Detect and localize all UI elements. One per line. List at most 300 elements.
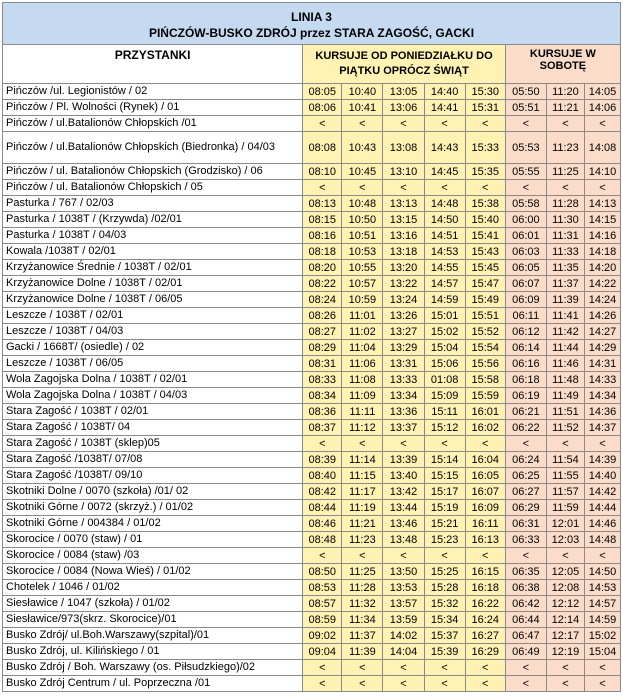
weekday-time: 16:24 — [465, 612, 505, 628]
weekday-time: 08:10 — [303, 164, 342, 180]
table-row — [3, 244, 621, 260]
stop-name: Busko Zdrój Centrum / ul. Poprzeczna /01 — [3, 676, 303, 692]
table-row — [3, 500, 621, 516]
weekday-time: 11:17 — [342, 484, 383, 500]
weekday-time: 15:38 — [465, 196, 505, 212]
saturday-time: < — [584, 116, 620, 132]
saturday-time: 06:18 — [505, 372, 546, 388]
saturday-time: 06:49 — [505, 644, 546, 660]
weekday-time: 08:05 — [303, 84, 342, 100]
saturday-time: 14:57 — [584, 596, 620, 612]
saturday-time: 06:38 — [505, 580, 546, 596]
timetable-body — [3, 84, 621, 692]
weekday-time: 11:15 — [342, 468, 383, 484]
weekday-time: 11:09 — [342, 388, 383, 404]
weekday-time: 15:32 — [424, 596, 465, 612]
weekday-time: < — [383, 180, 424, 196]
saturday-time: 05:50 — [505, 84, 546, 100]
saturday-time: 14:31 — [584, 356, 620, 372]
route-name: PIŃCZÓW-BUSKO ZDRÓJ przez STARA ZAGOŚĆ, GACKI — [148, 26, 475, 40]
saturday-time: 06:44 — [505, 612, 546, 628]
weekday-time: 14:04 — [383, 644, 424, 660]
table-row — [3, 596, 621, 612]
saturday-time: < — [546, 676, 584, 692]
saturday-time: 12:03 — [546, 532, 584, 548]
saturday-time: 14:46 — [584, 516, 620, 532]
weekday-time: < — [424, 548, 465, 564]
weekday-time: 14:51 — [424, 228, 465, 244]
stop-name: Gacki / 1668T/ (osiedle) / 02 — [3, 340, 303, 356]
weekday-time: 16:13 — [465, 532, 505, 548]
weekday-time: 15:52 — [465, 324, 505, 340]
weekday-time: 16:11 — [465, 516, 505, 532]
weekday-time: 15:35 — [465, 164, 505, 180]
weekday-time: 13:08 — [383, 132, 424, 164]
weekday-time: 13:50 — [383, 564, 424, 580]
weekday-time: 08:27 — [303, 324, 342, 340]
saturday-time: 14:13 — [584, 196, 620, 212]
saturday-time: < — [505, 180, 546, 196]
weekday-time: 15:34 — [424, 612, 465, 628]
weekday-time: 15:33 — [465, 132, 505, 164]
weekday-time: < — [465, 548, 505, 564]
weekday-time: 15:15 — [424, 468, 465, 484]
weekday-time: < — [303, 116, 342, 132]
saturday-time: < — [505, 660, 546, 676]
weekday-time: 10:51 — [342, 228, 383, 244]
saturday-time: 06:11 — [505, 308, 546, 324]
table-row — [3, 484, 621, 500]
weekday-time: < — [465, 436, 505, 452]
weekday-time: < — [465, 676, 505, 692]
stop-name: Pasturka / 1038T / 04/03 — [3, 228, 303, 244]
weekday-time: 08:36 — [303, 404, 342, 420]
weekday-time: 11:25 — [342, 564, 383, 580]
weekday-time: 13:34 — [383, 388, 424, 404]
saturday-time: 14:27 — [584, 324, 620, 340]
timetable-title — [3, 3, 621, 45]
weekday-time: 16:15 — [465, 564, 505, 580]
weekday-time: < — [342, 660, 383, 676]
table-row — [3, 388, 621, 404]
saturday-time: 11:31 — [546, 228, 584, 244]
weekday-time: 11:39 — [342, 644, 383, 660]
weekday-time: 15:56 — [465, 356, 505, 372]
table-row — [3, 436, 621, 452]
weekday-time: 13:59 — [383, 612, 424, 628]
weekday-time: 13:20 — [383, 260, 424, 276]
saturday-time: < — [546, 116, 584, 132]
saturday-time: 11:49 — [546, 388, 584, 404]
weekday-time: 08:29 — [303, 340, 342, 356]
saturday-time: 06:14 — [505, 340, 546, 356]
saturday-time: 06:24 — [505, 452, 546, 468]
weekday-time: 11:01 — [342, 308, 383, 324]
table-row — [3, 276, 621, 292]
weekday-time: < — [342, 676, 383, 692]
stop-name: Chotelek / 1046 / 01/02 — [3, 580, 303, 596]
saturday-time: 14:44 — [584, 500, 620, 516]
saturday-time: 14:08 — [584, 132, 620, 164]
weekday-time: < — [383, 676, 424, 692]
weekday-time: 08:53 — [303, 580, 342, 596]
weekday-time: < — [424, 660, 465, 676]
saturday-time: < — [584, 548, 620, 564]
stop-name: Siesławice / 1047 (szkoła) / 01/02 — [3, 596, 303, 612]
stop-name: Stara Zagość / 1038T/ 04 — [3, 420, 303, 436]
weekday-time: 15:40 — [465, 212, 505, 228]
saturday-time: 12:17 — [546, 628, 584, 644]
table-row — [3, 564, 621, 580]
saturday-time: 06:03 — [505, 244, 546, 260]
saturday-time: 06:27 — [505, 484, 546, 500]
table-row — [3, 116, 621, 132]
weekday-time: 10:57 — [342, 276, 383, 292]
weekday-time: 08:40 — [303, 468, 342, 484]
saturday-time: < — [546, 660, 584, 676]
saturday-time: 06:12 — [505, 324, 546, 340]
table-row — [3, 548, 621, 564]
weekday-time: 15:01 — [424, 308, 465, 324]
stop-name: Leszcze / 1038T / 04/03 — [3, 324, 303, 340]
weekday-time: 10:41 — [342, 100, 383, 116]
weekday-time: 14:02 — [383, 628, 424, 644]
weekday-time: < — [383, 116, 424, 132]
weekday-time: 11:21 — [342, 516, 383, 532]
saturday-time: 12:01 — [546, 516, 584, 532]
saturday-time: < — [505, 548, 546, 564]
weekday-time: < — [465, 180, 505, 196]
weekday-time: 08:33 — [303, 372, 342, 388]
saturday-time: 11:42 — [546, 324, 584, 340]
saturday-time: < — [505, 116, 546, 132]
weekday-time: 15:59 — [465, 388, 505, 404]
stop-name: Krzyżanowice Dolne / 1038T / 06/05 — [3, 292, 303, 308]
weekday-time: 10:40 — [342, 84, 383, 100]
weekday-time: 10:55 — [342, 260, 383, 276]
weekday-time: 15:11 — [424, 404, 465, 420]
weekday-time: 13:24 — [383, 292, 424, 308]
weekday-time: < — [383, 436, 424, 452]
weekday-time: 10:48 — [342, 196, 383, 212]
saturday-time: < — [505, 436, 546, 452]
saturday-time: 11:52 — [546, 420, 584, 436]
stop-name: Pińczów / Pl. Wolności (Rynek) / 01 — [3, 100, 303, 116]
weekday-time: 13:46 — [383, 516, 424, 532]
weekday-time: 11:04 — [342, 340, 383, 356]
weekday-header: KURSUJE OD PONIEDZIAŁKU DO PIĄTKU OPRÓCZ ŚWIĄT — [303, 45, 506, 84]
stop-name: Pińczów / ul. Batalionów Chłopskich / 05 — [3, 180, 303, 196]
weekday-time: 10:43 — [342, 132, 383, 164]
weekday-time: 13:48 — [383, 532, 424, 548]
saturday-time: 11:28 — [546, 196, 584, 212]
weekday-time: 13:29 — [383, 340, 424, 356]
weekday-time: 13:44 — [383, 500, 424, 516]
weekday-time: 15:23 — [424, 532, 465, 548]
weekday-time: 15:17 — [424, 484, 465, 500]
weekday-time: 08:37 — [303, 420, 342, 436]
weekday-time: 15:51 — [465, 308, 505, 324]
weekday-time: 11:32 — [342, 596, 383, 612]
weekday-time: < — [303, 660, 342, 676]
weekday-time: 08:34 — [303, 388, 342, 404]
weekday-time: 16:04 — [465, 452, 505, 468]
stop-name: Skorocice / 0070 (staw) / 01 — [3, 532, 303, 548]
saturday-time: 06:01 — [505, 228, 546, 244]
saturday-time: 11:20 — [546, 84, 584, 100]
saturday-time: 06:00 — [505, 212, 546, 228]
table-row — [3, 212, 621, 228]
timetable — [2, 2, 621, 692]
saturday-time: < — [584, 660, 620, 676]
weekday-time: < — [342, 436, 383, 452]
saturday-time: 11:21 — [546, 100, 584, 116]
saturday-time: 14:39 — [584, 452, 620, 468]
weekday-time: 14:59 — [424, 292, 465, 308]
table-row — [3, 308, 621, 324]
saturday-time: 11:37 — [546, 276, 584, 292]
table-row — [3, 356, 621, 372]
weekday-time: 16:18 — [465, 580, 505, 596]
stop-name: Leszcze / 1038T / 02/01 — [3, 308, 303, 324]
weekday-time: 13:26 — [383, 308, 424, 324]
weekday-time: 13:16 — [383, 228, 424, 244]
weekday-time: 13:42 — [383, 484, 424, 500]
weekday-time: < — [424, 436, 465, 452]
saturday-time: 11:25 — [546, 164, 584, 180]
saturday-time: 11:35 — [546, 260, 584, 276]
weekday-time: 15:43 — [465, 244, 505, 260]
weekday-time: 11:28 — [342, 580, 383, 596]
saturday-time: 12:05 — [546, 564, 584, 580]
stop-name: Pasturka / 767 / 02/03 — [3, 196, 303, 212]
saturday-time: 11:57 — [546, 484, 584, 500]
table-row — [3, 84, 621, 100]
saturday-time: 06:05 — [505, 260, 546, 276]
saturday-time: 11:48 — [546, 372, 584, 388]
saturday-time: 11:41 — [546, 308, 584, 324]
weekday-time: 14:43 — [424, 132, 465, 164]
table-row — [3, 644, 621, 660]
weekday-time: 10:45 — [342, 164, 383, 180]
weekday-time: 11:11 — [342, 404, 383, 420]
weekday-time: 11:12 — [342, 420, 383, 436]
saturday-time: 06:33 — [505, 532, 546, 548]
weekday-time: 16:22 — [465, 596, 505, 612]
weekday-time: 13:36 — [383, 404, 424, 420]
weekday-time: 15:47 — [465, 276, 505, 292]
weekday-time: 16:27 — [465, 628, 505, 644]
weekday-time: 10:59 — [342, 292, 383, 308]
saturday-time: 12:14 — [546, 612, 584, 628]
saturday-time: 14:40 — [584, 468, 620, 484]
saturday-time: 06:22 — [505, 420, 546, 436]
weekday-time: 08:22 — [303, 276, 342, 292]
stops-header: PRZYSTANKI — [3, 45, 303, 84]
weekday-time: 08:06 — [303, 100, 342, 116]
saturday-time: 14:48 — [584, 532, 620, 548]
saturday-time: 06:09 — [505, 292, 546, 308]
table-row — [3, 260, 621, 276]
stop-name: Stara Zagość / 1038T (sklep)05 — [3, 436, 303, 452]
weekday-time: 13:31 — [383, 356, 424, 372]
timetable-container — [2, 2, 621, 692]
saturday-time: < — [584, 436, 620, 452]
saturday-time: 06:35 — [505, 564, 546, 580]
saturday-time: 11:54 — [546, 452, 584, 468]
weekday-time: 10:53 — [342, 244, 383, 260]
table-row — [3, 164, 621, 180]
weekday-time: 16:07 — [465, 484, 505, 500]
weekday-time: 14:55 — [424, 260, 465, 276]
saturday-time: 11:51 — [546, 404, 584, 420]
weekday-time: 15:39 — [424, 644, 465, 660]
saturday-time: 06:29 — [505, 500, 546, 516]
stop-name: Busko Zdrój / Boh. Warszawy (os. Piłsudzkiego)/02 — [3, 660, 303, 676]
saturday-time: 15:04 — [584, 644, 620, 660]
saturday-time: 14:20 — [584, 260, 620, 276]
stop-name: Pasturka / 1038T / (Krzywda) /02/01 — [3, 212, 303, 228]
table-row — [3, 372, 621, 388]
saturday-time: 06:42 — [505, 596, 546, 612]
stop-name: Skotniki Górne / 0072 (skrzyż.) / 01/02 — [3, 500, 303, 516]
weekday-time: 15:19 — [424, 500, 465, 516]
weekday-time: 15:30 — [465, 84, 505, 100]
table-row — [3, 292, 621, 308]
stop-name: Stara Zagość / 1038T / 02/01 — [3, 404, 303, 420]
saturday-time: < — [584, 676, 620, 692]
table-row — [3, 100, 621, 116]
weekday-time: 13:27 — [383, 324, 424, 340]
weekday-time: 08:31 — [303, 356, 342, 372]
saturday-time: 11:44 — [546, 340, 584, 356]
weekday-time: 08:13 — [303, 196, 342, 212]
stop-name: Skotniki Górne / 004384 / 01/02 — [3, 516, 303, 532]
weekday-time: 08:48 — [303, 532, 342, 548]
saturday-time: 14:33 — [584, 372, 620, 388]
stop-name: Pińczów / ul. Batalionów Chłopskich (Grodzisko) / 06 — [3, 164, 303, 180]
stop-name: Skorocice / 0084 (Nowa Wieś) / 01/02 — [3, 564, 303, 580]
weekday-time: 14:40 — [424, 84, 465, 100]
weekday-time: < — [342, 180, 383, 196]
saturday-time: 11:33 — [546, 244, 584, 260]
weekday-time: 15:14 — [424, 452, 465, 468]
weekday-time: 11:14 — [342, 452, 383, 468]
weekday-time: < — [465, 116, 505, 132]
saturday-time: 06:31 — [505, 516, 546, 532]
weekday-time: 11:34 — [342, 612, 383, 628]
weekday-time: 13:33 — [383, 372, 424, 388]
weekday-time: 15:31 — [465, 100, 505, 116]
saturday-time: 05:55 — [505, 164, 546, 180]
stop-name: Skorocice / 0084 (staw) /03 — [3, 548, 303, 564]
table-row — [3, 676, 621, 692]
weekday-time: 15:12 — [424, 420, 465, 436]
weekday-time: < — [303, 676, 342, 692]
weekday-time: 14:45 — [424, 164, 465, 180]
weekday-time: 13:05 — [383, 84, 424, 100]
weekday-time: 13:53 — [383, 580, 424, 596]
saturday-time: 05:53 — [505, 132, 546, 164]
weekday-time: 10:50 — [342, 212, 383, 228]
weekday-time: 13:22 — [383, 276, 424, 292]
saturday-time: 14:18 — [584, 244, 620, 260]
weekday-time: 11:23 — [342, 532, 383, 548]
saturday-time: 12:12 — [546, 596, 584, 612]
weekday-time: 15:28 — [424, 580, 465, 596]
weekday-time: 14:57 — [424, 276, 465, 292]
weekday-time: 16:29 — [465, 644, 505, 660]
table-row — [3, 580, 621, 596]
saturday-time: 14:29 — [584, 340, 620, 356]
stop-name: Wola Zagojska Dolna / 1038T / 02/01 — [3, 372, 303, 388]
weekday-time: 08:42 — [303, 484, 342, 500]
stop-name: Busko Zdrój/ ul.Boh.Warszawy(szpital)/01 — [3, 628, 303, 644]
saturday-time: 14:50 — [584, 564, 620, 580]
table-row — [3, 340, 621, 356]
stop-name: Kowala /1038T / 02/01 — [3, 244, 303, 260]
weekday-time: 08:24 — [303, 292, 342, 308]
weekday-time: 08:44 — [303, 500, 342, 516]
table-row — [3, 132, 621, 164]
table-row — [3, 532, 621, 548]
table-row — [3, 468, 621, 484]
saturday-time: 14:53 — [584, 580, 620, 596]
saturday-time: 06:16 — [505, 356, 546, 372]
stop-name: Pińczów / ul.Batalionów Chłopskich (Biedronka) / 04/03 — [3, 132, 303, 164]
weekday-time: 11:06 — [342, 356, 383, 372]
weekday-time: 15:54 — [465, 340, 505, 356]
weekday-time: 13:13 — [383, 196, 424, 212]
weekday-time: 15:06 — [424, 356, 465, 372]
saturday-time: 14:05 — [584, 84, 620, 100]
weekday-time: 16:09 — [465, 500, 505, 516]
table-row — [3, 660, 621, 676]
table-row — [3, 452, 621, 468]
weekday-time: 13:40 — [383, 468, 424, 484]
weekday-time: 16:02 — [465, 420, 505, 436]
saturday-time: 15:02 — [584, 628, 620, 644]
weekday-time: 15:45 — [465, 260, 505, 276]
saturday-time: 11:30 — [546, 212, 584, 228]
saturday-time: 11:39 — [546, 292, 584, 308]
saturday-time: 05:58 — [505, 196, 546, 212]
weekday-time: 13:06 — [383, 100, 424, 116]
stop-name: Stara Zagość /1038T/ 09/10 — [3, 468, 303, 484]
weekday-time: 13:37 — [383, 420, 424, 436]
weekday-time: 15:04 — [424, 340, 465, 356]
saturday-time: 11:59 — [546, 500, 584, 516]
saturday-time: 06:19 — [505, 388, 546, 404]
weekday-time: 08:39 — [303, 452, 342, 468]
weekday-time: 15:25 — [424, 564, 465, 580]
table-row — [3, 180, 621, 196]
weekday-time: < — [424, 116, 465, 132]
weekday-time: < — [303, 180, 342, 196]
saturday-time: 14:10 — [584, 164, 620, 180]
saturday-time: 14:34 — [584, 388, 620, 404]
weekday-time: 08:16 — [303, 228, 342, 244]
table-row — [3, 628, 621, 644]
stop-name: Stara Zagość /1038T/ 07/08 — [3, 452, 303, 468]
stop-name: Wola Zagojska Dolna / 1038T / 04/03 — [3, 388, 303, 404]
weekday-time: 08:50 — [303, 564, 342, 580]
saturday-header: KURSUJE W SOBOTĘ — [505, 45, 620, 84]
weekday-time: 15:49 — [465, 292, 505, 308]
weekday-time: 15:58 — [465, 372, 505, 388]
saturday-time: 05:51 — [505, 100, 546, 116]
weekday-time: < — [342, 548, 383, 564]
